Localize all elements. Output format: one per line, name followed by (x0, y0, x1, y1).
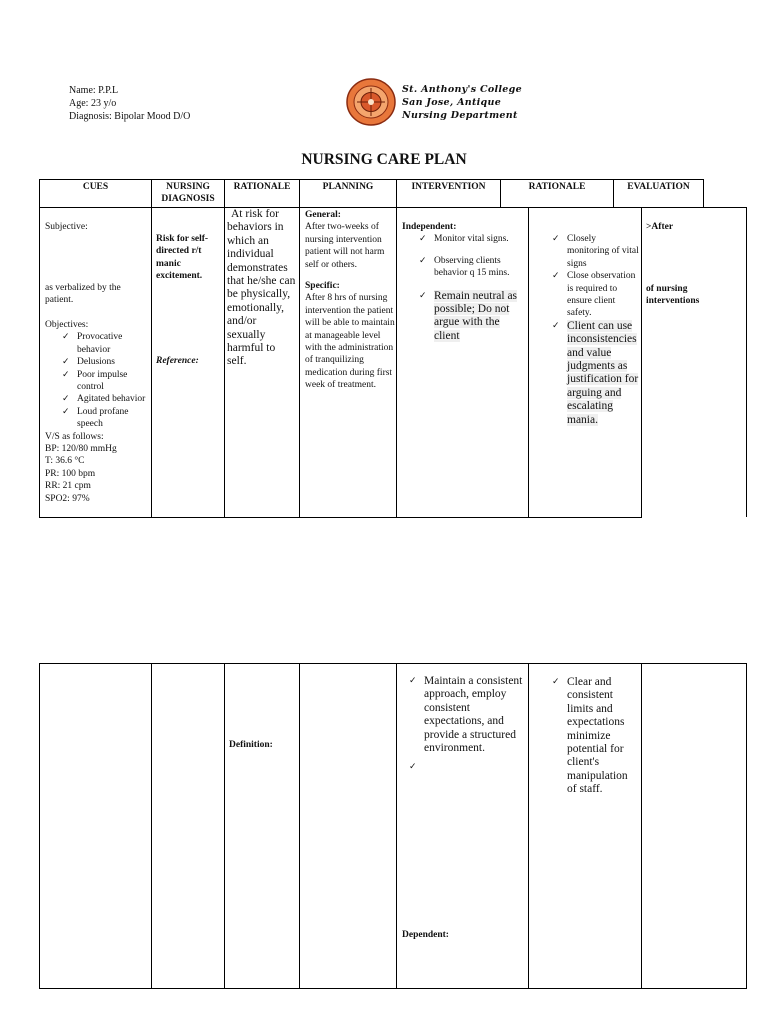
table-line (299, 663, 300, 988)
dependent-label: Dependent: (402, 930, 449, 940)
table-line (224, 663, 225, 988)
table-line (396, 179, 397, 517)
planning-general-label: General: (305, 210, 341, 220)
list-item: ✓ Monitor vital signs. (416, 233, 526, 245)
rationale-2-list (535, 233, 639, 427)
table-line (528, 207, 529, 517)
list-item-highlight (416, 290, 526, 344)
vital-temp: T: 36.6 °C (45, 456, 85, 467)
highlighted-text: Remain neutral as possible; Do not argue with the client (434, 289, 518, 342)
table-line (39, 988, 747, 989)
table-line (641, 207, 642, 517)
patient-age: Age: 23 y/o (69, 98, 117, 109)
table-line (151, 663, 152, 988)
intervention-content (402, 221, 526, 343)
table-line (528, 663, 529, 988)
cues-subjective-label: Subjective: (45, 222, 88, 232)
rationale-2b-content (535, 676, 639, 797)
independent-label: Independent: (402, 222, 457, 232)
vital-bp: BP: 120/80 mmHg (45, 444, 117, 455)
list-item: ✓ Loud profane speech (59, 406, 149, 431)
col-header-intervention: INTERVENTION (411, 182, 486, 192)
rationale-text: At risk for behaviors in which an individual demonstrates that he/she can be physically, emotionally, and/or sexually harmful to self. (227, 208, 296, 368)
cues-objectives (45, 319, 149, 505)
nursing-diagnosis-text: Risk for self-directed r/t manic excitement. (156, 234, 209, 282)
list-item: ✓ Agitated behavior (59, 393, 149, 405)
page-title: NURSING CARE PLAN (301, 151, 467, 168)
objectives-label: Objectives: (45, 320, 89, 330)
table-line (39, 663, 40, 988)
patient-diagnosis: Diagnosis: Bipolar Mood D/O (69, 111, 191, 122)
college-line-2: San Jose, Antique (402, 97, 502, 108)
evaluation-after: >After (646, 222, 674, 232)
col-header-rationale-2: RATIONALE (528, 182, 586, 192)
intervention-2-content (402, 675, 526, 775)
vs-label: V/S as follows: (45, 431, 104, 442)
planning-general-text: After two-weeks of nursing intervention patient will not harm self or others. (305, 222, 385, 270)
definition-label: Definition: (229, 740, 273, 750)
objectives-list (45, 331, 149, 430)
table-line (641, 663, 642, 988)
table-line (703, 179, 704, 207)
evaluation-of-nursing: of nursing interventions (646, 284, 700, 307)
list-item: ✓ Closely monitoring of vital signs (549, 233, 639, 270)
col-header-nursing-diagnosis: NURSING DIAGNOSIS (161, 182, 215, 204)
table-line (39, 517, 642, 518)
college-name (402, 83, 522, 122)
list-item: ✓ Maintain a consistent approach, employ consistent expectations, and provide a structured environment. (406, 675, 526, 755)
list-item: ✓ Provocative behavior (59, 331, 149, 356)
table-line (224, 179, 225, 517)
list-item: ✓ Delusions (59, 356, 149, 368)
col-header-cues: CUES (82, 182, 109, 192)
planning-specific-text: After 8 hrs of nursing intervention the patient will be able to maintain at manageable level with the administration of tranquilizing medication during first week of treatment. (305, 293, 395, 391)
college-seal-logo (346, 78, 396, 126)
planning-content (305, 209, 396, 392)
list-item-empty (406, 761, 526, 775)
list-item: ✓ Poor impulse control (59, 369, 149, 394)
list-item: ✓ Clear and consistent limits and expectations minimize potential for client's manipulation of staff. (549, 676, 639, 797)
list-item-highlight (549, 320, 639, 427)
table-line (299, 179, 300, 517)
intervention-list (402, 233, 526, 343)
planning-specific-label: Specific: (305, 281, 340, 292)
table-line (39, 179, 40, 517)
rationale-2-content (535, 233, 639, 427)
highlighted-text: Client can use inconsistencies and value judgments as justification for arguing and escalating mania. (567, 319, 639, 426)
college-line-3: Nursing Department (402, 110, 518, 121)
table-line (746, 207, 747, 517)
rationale-2b-list (535, 676, 639, 797)
table-line (151, 179, 152, 517)
table-line (39, 179, 704, 180)
table-line (396, 663, 397, 988)
reference-label: Reference: (156, 356, 199, 366)
vital-spo2: SPO2: 97% (45, 493, 90, 504)
vital-pr: PR: 100 bpm (45, 468, 96, 479)
list-item: ✓ Close observation is required to ensure client safety. (549, 270, 639, 320)
col-header-evaluation: EVALUATION (627, 182, 690, 192)
patient-name: Name: P.P.L (69, 85, 119, 96)
table-line (746, 663, 747, 988)
patient-info (69, 84, 190, 123)
vital-rr: RR: 21 cpm (45, 481, 91, 492)
col-header-rationale: RATIONALE (233, 182, 291, 192)
list-item: ✓ Observing clients behavior q 15 mins. (416, 255, 526, 280)
cues-verbalized: as verbalized by the patient. (45, 283, 121, 306)
intervention-2-list (402, 675, 526, 775)
col-header-planning: PLANNING (322, 182, 374, 192)
college-line-1: St. Anthony's College (402, 84, 522, 95)
